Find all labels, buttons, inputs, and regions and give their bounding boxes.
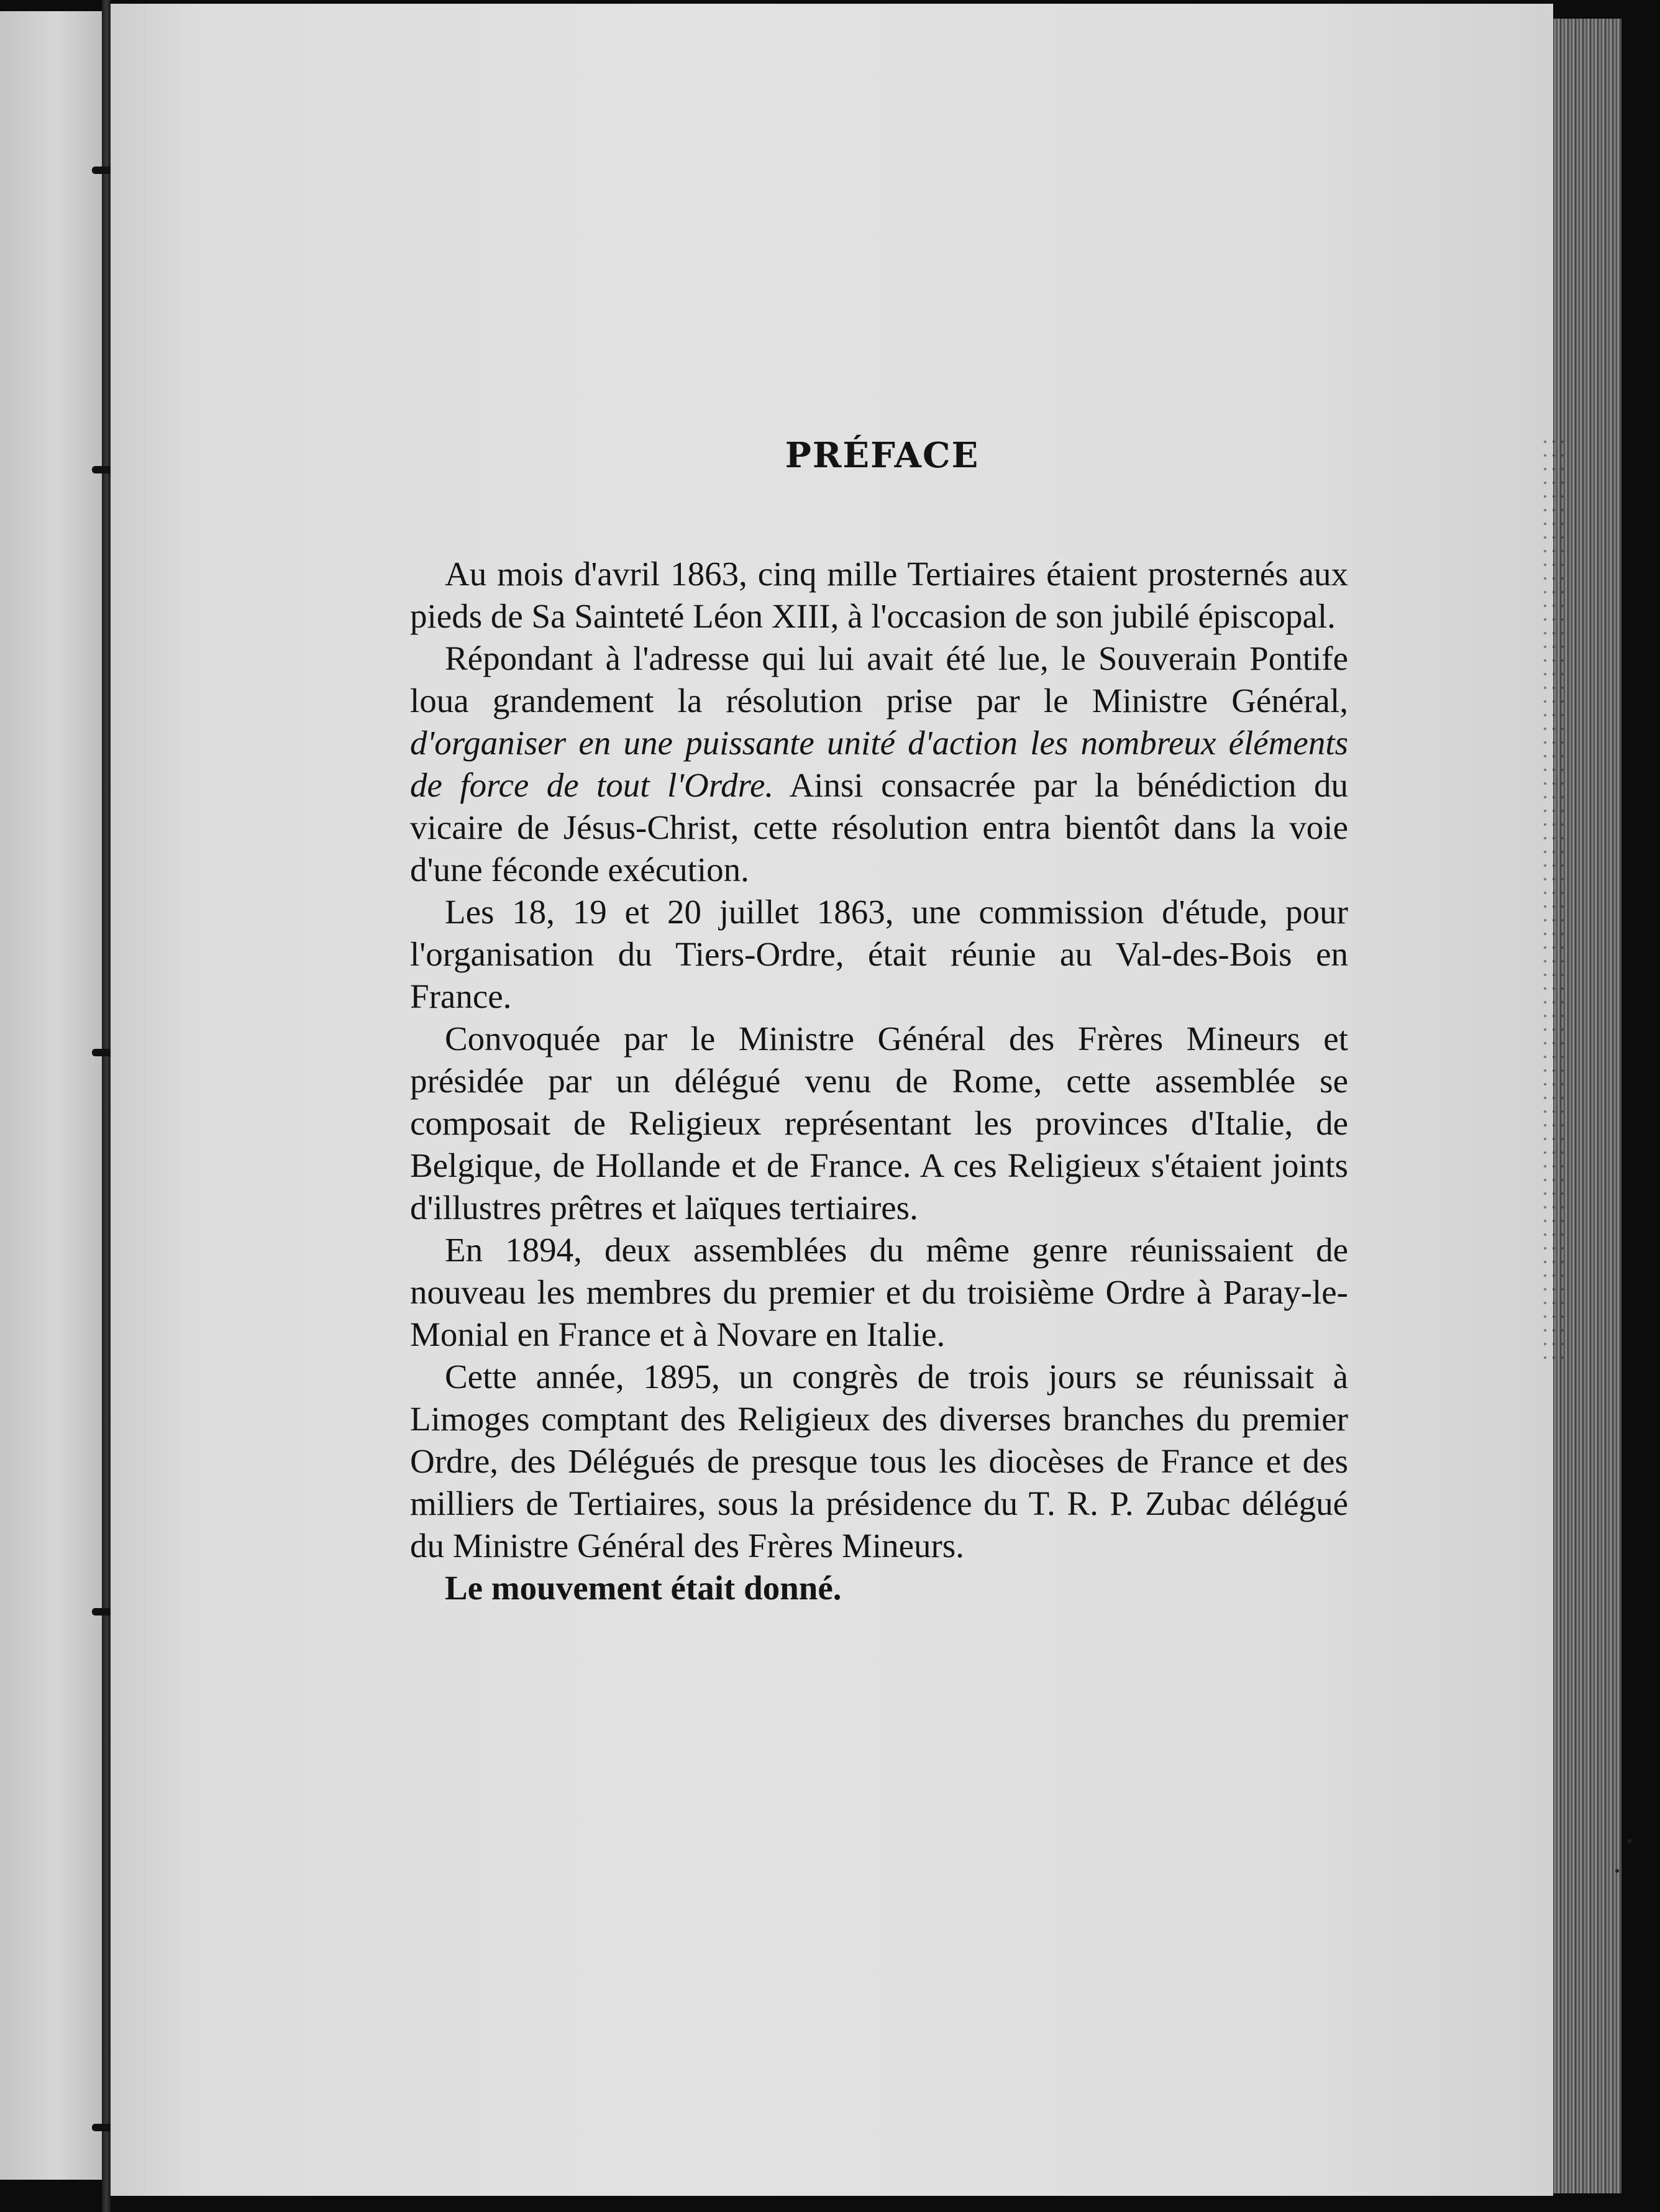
closing-paragraph: Le mouvement était donné. xyxy=(445,1569,842,1607)
paragraph-text: Répondant à l'adresse qui lui avait été lue, le Souverain Pontife loua grandement la résolution prise par le Ministre Général, xyxy=(410,639,1348,720)
preface-body xyxy=(410,553,1348,1609)
scan-speck xyxy=(1615,1869,1619,1873)
scan-speck xyxy=(1628,1839,1631,1843)
paragraph: Les 18, 19 et 20 juillet 1863, une commission d'étude, pour l'organisation du Tiers-Ordre, était réunie au Val-des-Bois en France. xyxy=(410,893,1348,1015)
paragraph-italic-quote: d'organiser en une puissante unité d'action les nombreux éléments de force de tout l'Ordre. xyxy=(410,724,1348,804)
binding-gutter xyxy=(102,0,111,2212)
paragraph-text: Ainsi consacrée par la bénédiction du vicaire de Jésus-Christ, cette résolution entra bientôt dans la voie d'une féconde exécution. xyxy=(410,766,1348,889)
paragraph: Au mois d'avril 1863, cinq mille Tertiaires étaient prosternés aux pieds de Sa Sainteté Léon XIII, à l'occasion de son jubilé épiscopal. xyxy=(410,555,1348,635)
paragraph: Cette année, 1895, un congrès de trois jours se réunissait à Limoges comptant des Religieux des diverses branches du premier Ordre, des Délégués de presque tous les diocèses de France et des milliers de Tertiaires, sous la présidence du T. R. P. Zubac délégué du Ministre Général des Frères Mineurs. xyxy=(410,1358,1348,1565)
page-edge-speckle xyxy=(1541,435,1566,1367)
paragraph: En 1894, deux assemblées du même genre réunissaient de nouveau les membres du premier et du troisième Ordre à Paray-le-Monial en France et à Novare en Italie. xyxy=(410,1231,1348,1353)
paragraph xyxy=(410,638,1348,891)
page-title: PRÉFACE xyxy=(785,435,980,476)
facing-page-edge xyxy=(0,11,104,2180)
paragraph: Convoquée par le Ministre Général des Frères Mineurs et présidée par un délégué venu de Rome, cette assemblée se composait de Religieux représentant les provinces d'Italie, de Belgique, de Hollande et de France. A ces Religieux s'étaient joints d'illustres prêtres et laïques tertiaires. xyxy=(410,1020,1348,1227)
